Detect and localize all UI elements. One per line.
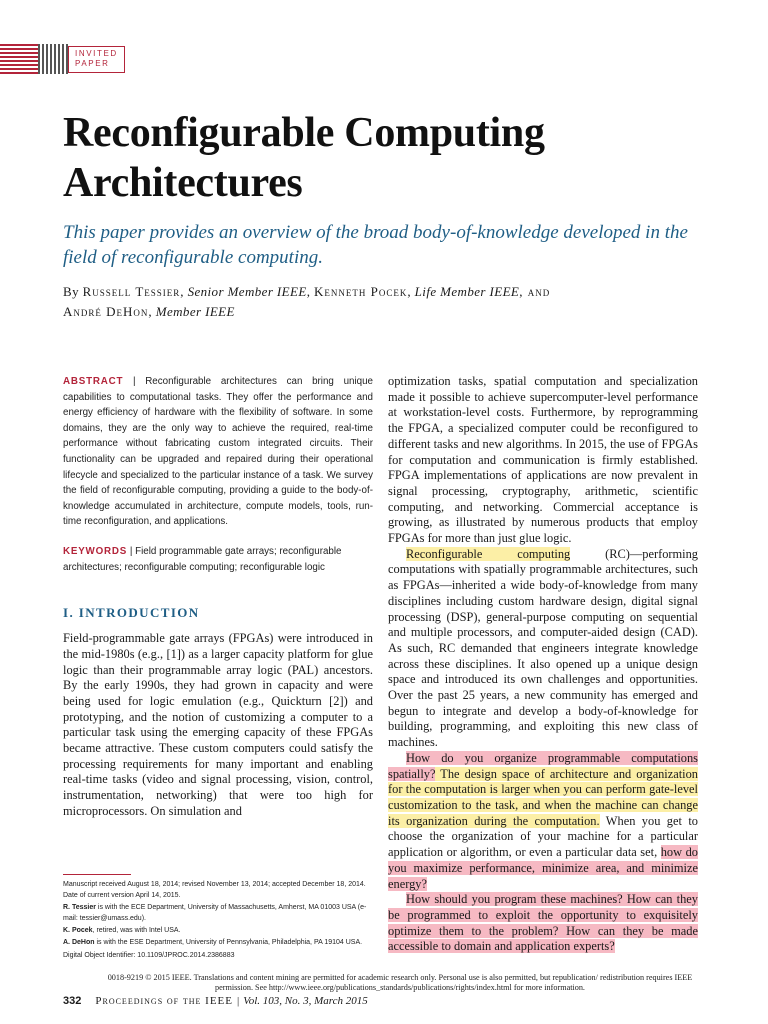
authors-by: By	[63, 284, 83, 299]
author-3-name: André DeHon	[63, 304, 149, 319]
author-3-role: Member IEEE	[155, 304, 235, 319]
keywords: KEYWORDS | Field programmable gate arrays; reconfigurable architectures; reconfigurable computing; reconfigurable logic	[63, 545, 342, 573]
keywords-label: KEYWORDS	[63, 545, 128, 557]
introduction-paragraph-4	[388, 892, 698, 955]
author-1-name: Russell Tessier	[82, 284, 181, 299]
paper-title: Reconfigurable Computing Architectures	[63, 110, 545, 206]
author-2-name: Kenneth Pocek	[314, 284, 408, 299]
page-number: 332	[63, 995, 82, 1007]
paragraph-3-middle: When you get to choose the organization of your machine for a particular application or algorithm, or even a particular data set,	[388, 813, 698, 860]
highlight-reconfigurable-computing: Reconfigurable computing	[406, 546, 571, 561]
footnote-pocek: K. Pocek, retired, was with Intel USA.	[63, 927, 181, 935]
highlight-question-maximize: how do you maximize performance, minimize area, and minimize energy?	[388, 845, 698, 891]
introduction-paragraph-2	[388, 547, 698, 751]
badge-stripes-decoration	[0, 44, 68, 74]
paragraph-2-rest: (RC)—performing computations with spatially programmable architectures, such as FPGAs—inherited a wide body-of-knowledge from many disciplines including custom hardware design, digital signal processing (DSP), general-purpose computing on sequential and multiple processors, and computer-aided design (CAD). As such, RC demanded that engineers integrate knowledge across these disciplines. It also opened up a unique design space and introduced its own challenges and opportunities. Over the past 25 years, a new community has emerged and begun to integrate and develop a body-of-knowledge for building, programming, and exploiting this new class of machines.	[388, 546, 698, 750]
footnote-received: Manuscript received August 18, 2014; revised November 13, 2014; accepted December 18, 2014. Date of current version April 14, 2015.	[63, 881, 366, 899]
journal-name: Proceedings of the IEEE	[95, 995, 233, 1007]
copyright-license: 0018-9219 © 2015 IEEE. Translations and content mining are permitted for academic research only. Personal use is also permitted, but republication/ redistribution requires IEEE permission. See http://www.ieee.org/publications_standards/publications/rights/index.html for more information.	[107, 973, 693, 992]
badge-line-1: INVITED	[75, 49, 118, 58]
left-column	[63, 374, 373, 820]
badge-line-2: PAPER	[75, 59, 110, 68]
authors-and: , and	[519, 284, 551, 299]
keywords-text: Field programmable gate arrays; reconfigurable architectures; reconfigurable computing; reconfigurable logic	[63, 545, 342, 573]
author-1-role: Senior Member IEEE	[187, 284, 307, 299]
introduction-paragraph-1: Field-programmable gate arrays (FPGAs) were introduced in the mid-1980s (e.g., [1]) as a larger capacity platform for glue logic than their programmable array logic (PAL) ancestors. By the early 1990s, they had grown in capacity and were being used for logic emulation (e.g., Quickturn [2]) and prototyping, and the notion of customizing a computer to a particular task using the emerging capacity of these FPGAs became attractive. These custom computers could satisfy the processing requirements for many important and enabling real-time tasks (video and signal processing, vision, control, instrumentation, networking) that were too high for microprocessors. On simulation and	[63, 631, 373, 818]
footnote-divider	[63, 874, 131, 875]
abstract-label: ABSTRACT	[63, 376, 124, 387]
author-2-role: Life Member IEEE	[414, 284, 520, 299]
paper-subtitle: This paper provides an overview of the broad body-of-knowledge developed in the field of reconfigurable computing.	[63, 222, 688, 268]
introduction-paragraph-continued: optimization tasks, spatial computation and specialization made it possible to achieve supercomputer-level performance at workstation-level costs. Furthermore, by reprogramming the FPGA, a specialized computer could be reconfigured to different tasks and new algorithms. In 2015, the use of FPGAs for computation and communication is firmly established. FPGA implementations of applications are now prevalent in signal processing, cryptography, arithmetic, scientific computing, and networking. Commercial acceptance is growing, as illustrated by numerous products that employ FPGAs for more than just glue logic.	[388, 374, 698, 546]
footnote-doi: Digital Object Identifier: 10.1109/JPROC.2014.2386883	[63, 951, 235, 959]
badge-label-box	[68, 46, 125, 73]
author-line: By Russell Tessier, Senior Member IEEE, Kenneth Pocek, Life Member IEEE, and André DeHon, Member IEEE	[63, 284, 551, 319]
highlight-programming-questions: How should you program these machines? How can they be programmed to exploit the opportunity to exquisitely optimize them to the problem? How can they be made accessible to domain and application experts?	[388, 892, 698, 954]
section-heading-introduction: I. INTRODUCTION	[63, 605, 200, 621]
footnote-tessier: R. Tessier is with the ECE Department, University of Massachusetts, Amherst, MA 01003 USA (e-mail: tessier@umass.edu).	[63, 904, 367, 922]
footnotes	[63, 880, 373, 963]
invited-paper-badge	[0, 44, 125, 74]
right-column	[388, 374, 698, 955]
footnote-dehon: A. DeHon is with the ESE Department, University of Pennsylvania, Philadelphia, PA 19104 USA.	[63, 939, 363, 947]
highlight-question-organize: How do you organize programmable computations spatially?	[388, 750, 698, 781]
abstract-text: Reconfigurable architectures can bring unique capabilities to computational tasks. They offer the performance and energy efficiency of hardware with the flexibility of software. In some domains, they are the only way to achieve the required, real-time performance without fabricating custom integrated circuits. Their functionality can be upgraded and repaired during their operational lifecycle and specialized to the particular instance of a task. We survey the field of reconfigurable computing, providing a guide to the body-of-knowledge accumulated in architecture, compute models, tools, run-time reconfiguration, and applications.	[63, 376, 373, 528]
introduction-paragraph-3	[388, 751, 698, 892]
abstract: ABSTRACT | Reconfigurable architectures can bring unique capabilities to computational tasks. They offer the performance and energy efficiency of hardware with the flexibility of software. In some domains, they are the only way to achieve the required, real-time performance without fabricating custom integrated circuits. Their functionality can be upgraded and repaired during their operational lifecycle and specialized to the particular instance of a task. We survey the field of reconfigurable computing, providing a guide to the body-of-knowledge accumulated in architecture, compute models, tools, run-time reconfiguration, and applications.	[63, 376, 373, 528]
journal-issue: Vol. 103, No. 3, March 2015	[243, 995, 368, 1007]
page-footer: 332 Proceedings of the IEEE | Vol. 103, No. 3, March 2015	[63, 995, 368, 1007]
highlight-design-space: The design space of architecture and organization for the computation is larger when you can perform gate-level customization to the task, and when the machine can change its organization during the computation.	[388, 766, 698, 828]
